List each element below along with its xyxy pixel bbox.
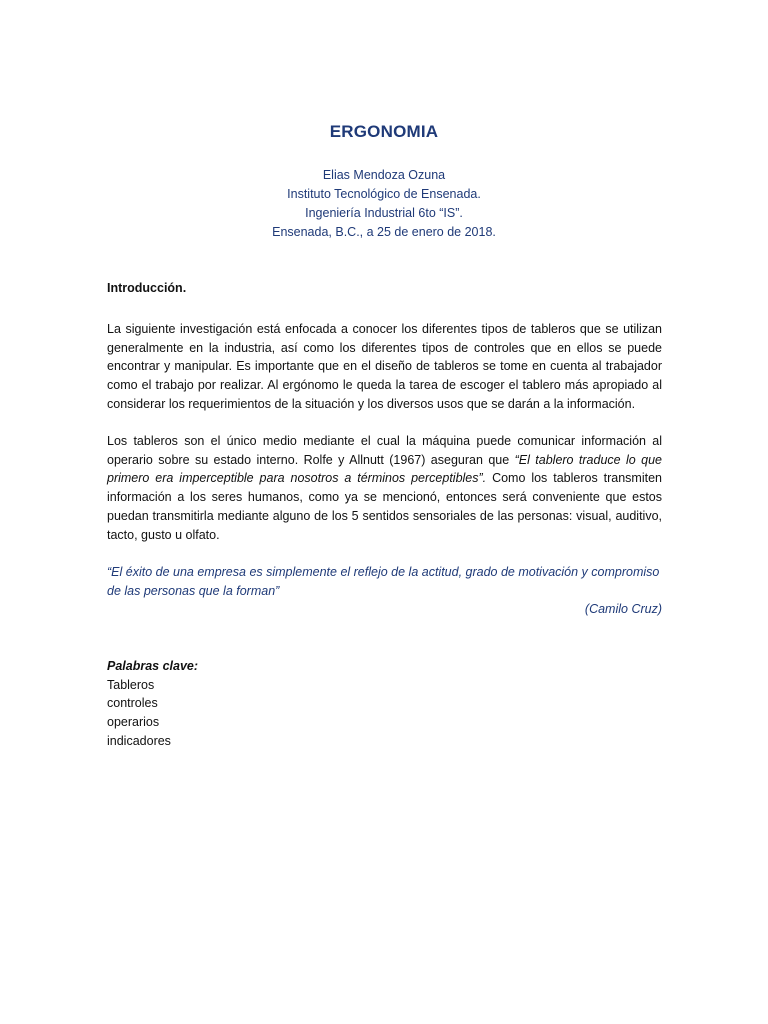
quote-author: (Camilo Cruz) bbox=[584, 602, 662, 617]
paragraph-2 bbox=[107, 432, 662, 544]
keyword-item: operarios bbox=[107, 715, 160, 730]
document-title: ERGONOMIA bbox=[329, 122, 439, 141]
intro-heading-block bbox=[107, 279, 662, 298]
keywords-heading: Palabras clave: bbox=[107, 659, 199, 673]
paragraph-2-text-a: Los tableros son el único medio mediante el cual la máquina puede comunicar información al operario sobre su estado interno. Rolfe y Allnutt (1967) aseguran que bbox=[107, 434, 662, 467]
keyword-item: indicadores bbox=[107, 733, 171, 748]
keyword-item: controles bbox=[107, 696, 158, 711]
paragraph-2-citation: “El tablero traduce lo que primero era imperceptible para nosotros a términos perceptibles”. bbox=[107, 452, 663, 486]
program: Ingeniería Industrial 6to “IS”. bbox=[305, 206, 463, 220]
intro-heading: Introducción. bbox=[107, 281, 187, 295]
author-name: Elias Mendoza Ozuna bbox=[322, 168, 446, 182]
author-block bbox=[0, 166, 768, 242]
quote-block bbox=[107, 563, 662, 619]
paragraph-1-block bbox=[107, 320, 662, 414]
quote-text: “El éxito de una empresa es simplemente el reflejo de la actitud, grado de motivación y compromiso de las personas que la forman” bbox=[107, 565, 660, 598]
institution: Instituto Tecnológico de Ensenada. bbox=[287, 187, 481, 201]
paragraph-2-text-b: Como los tableros transmiten información a los seres humanos, como ya se mencionó, entonces será conveniente que estos puedan transmitirla mediante alguno de los 5 sentidos sensoriales de las personas: visual, auditivo, tacto, gusto u olfato. bbox=[107, 471, 662, 542]
paragraph-2-block bbox=[107, 432, 662, 544]
keyword-item: Tableros bbox=[107, 677, 155, 692]
place-date: Ensenada, B.C., a 25 de enero de 2018. bbox=[272, 225, 496, 239]
paragraph-1: La siguiente investigación está enfocada a conocer los diferentes tipos de tableros que se utilizan generalmente en la industria, así como los diferentes tipos de controles que en ellos se puede encontrar y manipular. Es importante que en el diseño de tableros se tome en cuenta al trabajador como el trabajo por realizar. Al ergónomo le queda la tarea de escoger el tablero más apropiado al considerar los requerimientos de la situación y los diversos usos que se darán a la información. bbox=[107, 322, 662, 411]
keywords-block bbox=[107, 657, 662, 751]
